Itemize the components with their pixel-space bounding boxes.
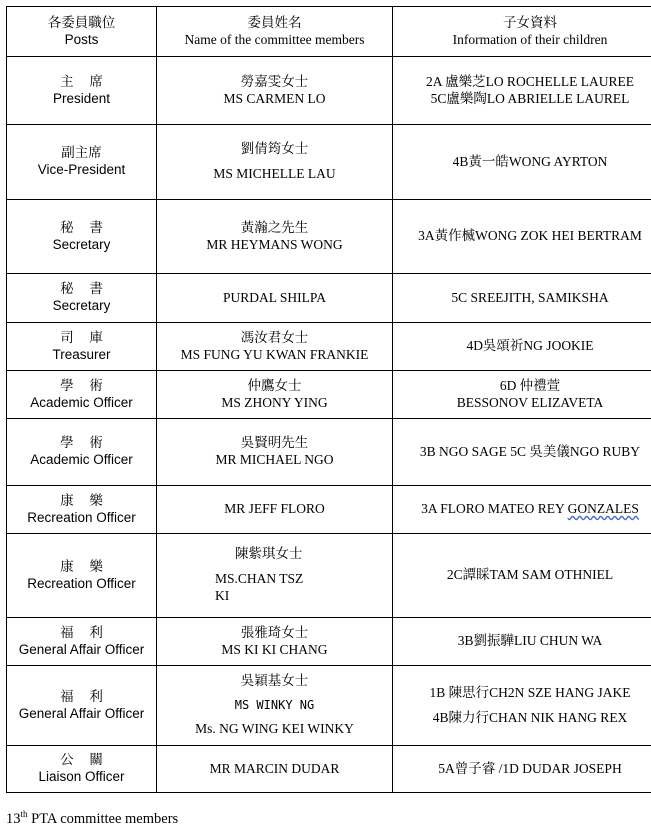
- header-posts-zh: 各委員職位: [47, 14, 116, 30]
- post-en: Academic Officer: [30, 394, 133, 410]
- name-zh: 劉倩筠女士: [240, 141, 309, 157]
- name-zh: 張雅琦女士: [240, 624, 309, 640]
- post-en: Secretary: [52, 236, 111, 252]
- post-cell: [7, 486, 157, 534]
- name-en: MS WINKY NG: [234, 698, 315, 712]
- post-en: Recreation Officer: [27, 509, 136, 525]
- footer-number: 13: [6, 811, 21, 827]
- children-cell: [393, 57, 651, 125]
- name-cell: [157, 534, 393, 618]
- child-entry: 6D 仲禮萱: [499, 377, 561, 393]
- post-cell: [7, 125, 157, 200]
- child-entry: 4B黃一皓WONG AYRTON: [452, 153, 608, 169]
- post-cell: [7, 274, 157, 323]
- children-cell: [393, 534, 651, 618]
- name-zh: 黃瀚之先生: [240, 219, 309, 235]
- post-en: Liaison Officer: [38, 769, 125, 784]
- post-cell: [7, 746, 157, 793]
- header-children-zh: 子女資料: [503, 14, 557, 30]
- name-zh: 仲鷹女士: [247, 377, 302, 393]
- children-cell: [393, 371, 651, 419]
- post-en: Academic Officer: [30, 452, 133, 467]
- children-cell: [393, 323, 651, 371]
- post-en: President: [52, 90, 111, 106]
- post-cell: [7, 323, 157, 371]
- name-en: MR HEYMANS WONG: [206, 236, 343, 252]
- table-row: [7, 57, 651, 125]
- child-entry: 5C盧樂陶LO ABRIELLE LAUREL: [430, 90, 630, 106]
- post-en: Treasurer: [52, 346, 111, 362]
- post-cell: [7, 371, 157, 419]
- post-en: General Affair Officer: [18, 641, 145, 657]
- child-entry: 1B 陳思行CH2N SZE HANG JAKE: [429, 684, 631, 700]
- name-zh: 吳賢明先生: [240, 435, 309, 451]
- table-row: [7, 486, 651, 534]
- children-cell: [393, 618, 651, 666]
- name-zh: 勞嘉雯女士: [240, 73, 309, 89]
- name-cell: [157, 371, 393, 419]
- post-en: Secretary: [52, 298, 111, 313]
- post-zh: 福 利: [60, 688, 109, 704]
- footer-caption: [6, 811, 178, 828]
- post-cell: [7, 200, 157, 274]
- name-en: MS ZHONY YING: [221, 394, 328, 410]
- children-cell: [393, 486, 651, 534]
- footer-text: PTA committee members: [27, 811, 179, 827]
- post-cell: [7, 666, 157, 746]
- child-entry: 4D吳頌祈NG JOOKIE: [466, 338, 594, 354]
- post-en: Vice-President: [37, 162, 126, 177]
- header-names-en: Name of the committee members: [184, 31, 365, 47]
- child-entry: 5C SREEJITH, SAMIKSHA: [451, 289, 609, 305]
- table-row: [7, 666, 651, 746]
- child-entry: 2C譚睬TAM SAM OTHNIEL: [446, 567, 614, 583]
- name-cell: [157, 419, 393, 486]
- children-cell: [393, 746, 651, 793]
- post-zh: 秘 書: [60, 281, 109, 297]
- table-row: [7, 371, 651, 419]
- post-zh: 公 關: [60, 752, 109, 768]
- child-entry: 3A黃作楲WONG ZOK HEI BERTRAM: [418, 228, 642, 244]
- children-cell: [393, 200, 651, 274]
- post-zh: 學 術: [60, 435, 109, 451]
- table-row: [7, 200, 651, 274]
- name-en: MS.CHAN TSZ: [215, 571, 304, 587]
- footer-ordinal: th: [20, 809, 28, 820]
- post-zh: 主 席: [60, 73, 109, 89]
- table-row: [7, 274, 651, 323]
- post-cell: [7, 534, 157, 618]
- post-zh: 秘 書: [60, 219, 109, 235]
- table-row: [7, 125, 651, 200]
- committee-table: [6, 6, 651, 793]
- child-entry: BESSONOV ELIZAVETA: [456, 394, 604, 410]
- child-entry: 4B陳力行CHAN NIK HANG REX: [432, 709, 628, 725]
- table-row: [7, 534, 651, 618]
- table-row: [7, 618, 651, 666]
- post-cell: [7, 618, 157, 666]
- post-zh: 學 術: [60, 377, 109, 393]
- post-zh: 康 樂: [60, 492, 109, 508]
- name-cell: [157, 486, 393, 534]
- name-en: MS CARMEN LO: [223, 90, 326, 106]
- header-posts-en: Posts: [64, 31, 99, 47]
- header-names: [157, 7, 393, 57]
- name-zh: 吳穎基女士: [240, 673, 309, 689]
- name-cell: [157, 125, 393, 200]
- table-row: [7, 323, 651, 371]
- name-en: MS KI KI CHANG: [221, 641, 328, 657]
- child-entry: 3B NGO SAGE 5C 吳美儀NGO RUBY: [419, 443, 641, 459]
- name-en: MR MARCIN DUDAR: [209, 760, 340, 776]
- child-entry: 3B劉振驊LIU CHUN WA: [457, 633, 603, 649]
- post-zh: 司 庫: [60, 329, 109, 345]
- post-zh: 康 樂: [60, 558, 109, 574]
- header-names-zh: 委員姓名: [247, 14, 302, 30]
- child-entry: 5A曾子睿 /1D DUDAR JOSEPH: [438, 760, 622, 776]
- name-zh: 陳紫琪女士: [235, 546, 303, 562]
- children-cell: [393, 274, 651, 323]
- name-en: MR JEFF FLORO: [224, 501, 325, 517]
- post-zh: 福 利: [60, 624, 109, 640]
- post-cell: [7, 419, 157, 486]
- name-en-alt: Ms. NG WING KEI WINKY: [195, 721, 354, 736]
- name-en: MS MICHELLE LAU: [213, 166, 336, 181]
- child-entry-text: 3A FLORO MATEO REY: [421, 501, 568, 517]
- header-row: [7, 7, 651, 57]
- name-en-cont: KI: [215, 587, 230, 603]
- child-entry: [397, 501, 651, 518]
- name-cell: [157, 57, 393, 125]
- header-children-en: Information of their children: [452, 31, 608, 47]
- table-row: [7, 419, 651, 486]
- children-cell: [393, 419, 651, 486]
- name-en: MR MICHAEL NGO: [215, 452, 334, 467]
- name-zh: 馮汝君女士: [240, 329, 309, 345]
- table-row: [7, 746, 651, 793]
- header-children: [393, 7, 651, 57]
- post-cell: [7, 57, 157, 125]
- name-cell: [157, 618, 393, 666]
- name-cell: [157, 666, 393, 746]
- children-cell: [393, 666, 651, 746]
- spellcheck-word: GONZALES: [567, 501, 639, 517]
- post-en: Recreation Officer: [27, 575, 136, 591]
- name-cell: [157, 323, 393, 371]
- header-posts: [7, 7, 157, 57]
- name-cell: [157, 274, 393, 323]
- post-en: General Affair Officer: [18, 705, 145, 721]
- name-en: PURDAL SHILPA: [223, 289, 326, 305]
- name-cell: [157, 200, 393, 274]
- name-cell: [157, 746, 393, 793]
- child-entry: 2A 盧樂芝LO ROCHELLE LAUREE: [425, 73, 635, 89]
- post-zh: 副主席: [61, 145, 102, 161]
- children-cell: [393, 125, 651, 200]
- name-en: MS FUNG YU KWAN FRANKIE: [180, 346, 369, 362]
